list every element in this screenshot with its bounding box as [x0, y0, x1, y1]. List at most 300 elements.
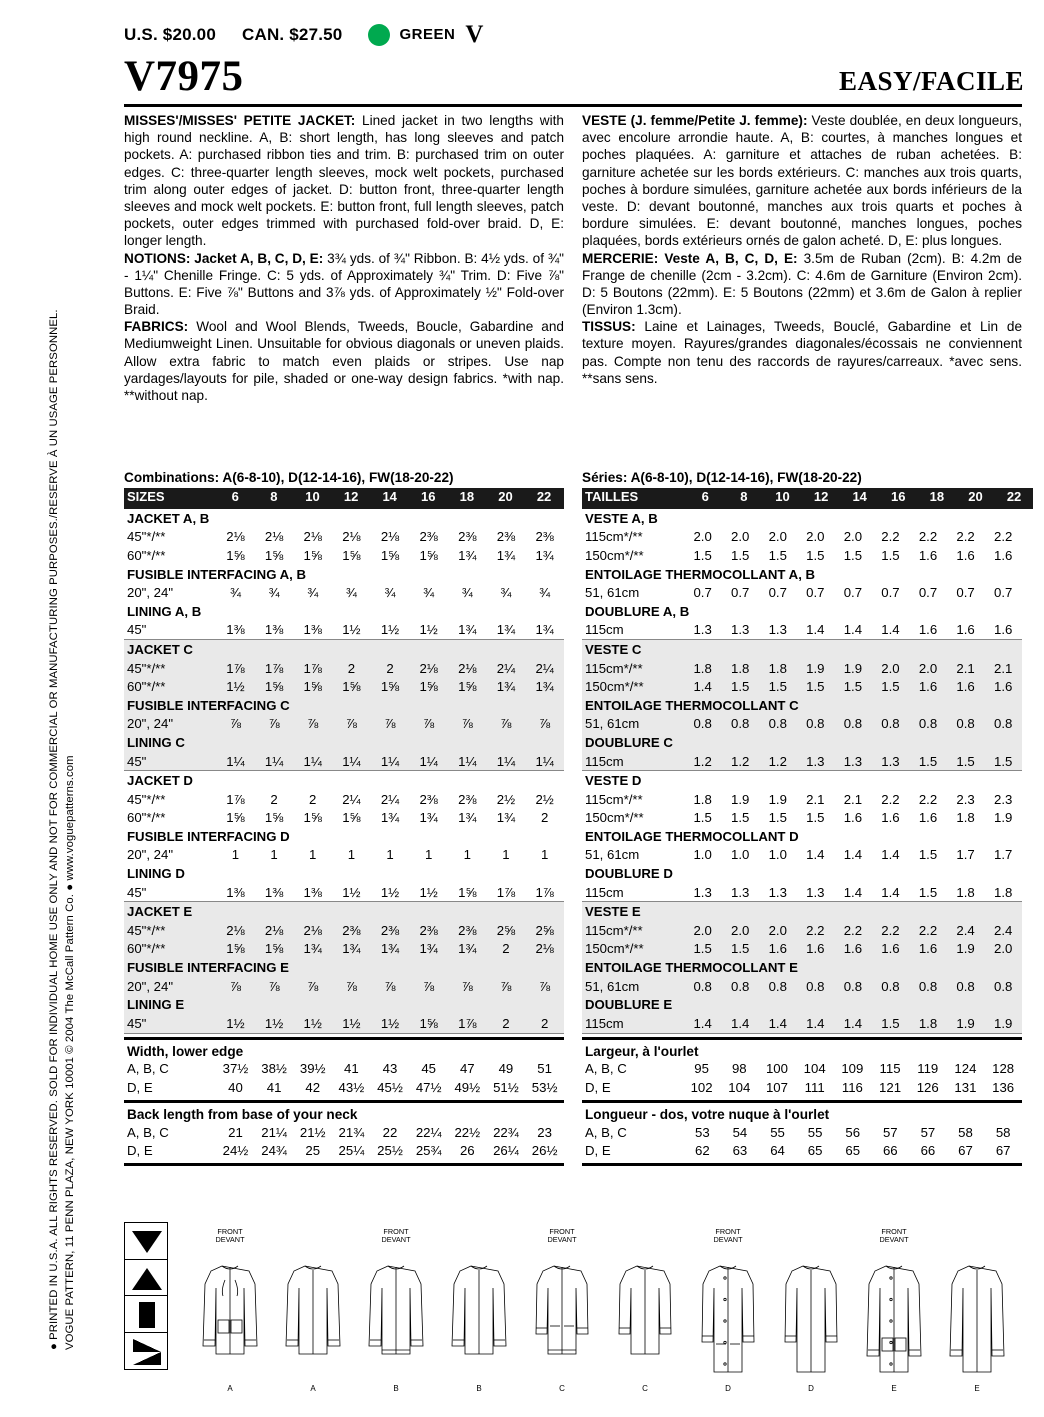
- title-row: [124, 55, 1024, 98]
- table-cell: 1⅜: [303, 884, 322, 900]
- table-cell: 2: [309, 791, 317, 807]
- section-divider: [124, 1100, 564, 1103]
- figure-letter: C: [559, 1384, 565, 1393]
- table-cell: ⅞: [500, 716, 512, 732]
- table-cell: 24¾: [261, 1143, 287, 1159]
- table-cell: 0.7: [881, 585, 900, 601]
- table-cell: 1⅝: [342, 810, 361, 826]
- subsection-row: DOUBLURE E: [585, 997, 673, 1013]
- table-cell: 37½: [222, 1061, 249, 1077]
- table-cell: 41: [344, 1061, 359, 1077]
- table-cell: 2⅛: [226, 529, 245, 545]
- table-cell: ⅞: [539, 716, 551, 732]
- table-cell: 1⅝: [264, 679, 284, 695]
- table-cell: 49½: [454, 1080, 481, 1096]
- column-header: 8: [740, 489, 748, 505]
- table-cell: 1¾: [535, 622, 554, 638]
- table-cell: 1.9: [731, 791, 750, 807]
- table-cell: 2⅜: [380, 922, 400, 938]
- garment-figure-D-back: [776, 1228, 846, 1393]
- description-english: [124, 112, 564, 404]
- table-cell: 2.2: [918, 529, 938, 545]
- table-cell: 2.0: [918, 660, 938, 676]
- table-cell: 2⅜: [342, 922, 361, 938]
- table-cell: 64: [770, 1143, 785, 1159]
- garment-figure-B-back: [444, 1228, 514, 1393]
- table-cell: 1⅝: [303, 679, 322, 695]
- notion-icon-stack: [124, 1222, 168, 1368]
- table-cell: ¾: [500, 585, 512, 601]
- garment-figure-E-front: [859, 1228, 929, 1393]
- table-cell: 1.5: [956, 753, 975, 769]
- table-cell: 21: [228, 1124, 243, 1140]
- figure-caption: [278, 1228, 348, 1254]
- table-cell: 0.8: [693, 716, 712, 732]
- table-cell: 1: [270, 847, 278, 863]
- table-cell: 1.9: [956, 941, 975, 957]
- table-cell: 1½: [342, 622, 361, 638]
- table-cell: 1.3: [693, 622, 712, 638]
- table-cell: 58: [958, 1124, 973, 1140]
- table-cell: 1½: [226, 679, 245, 695]
- table-cell: 1.0: [731, 847, 750, 863]
- table-cell: 1¾: [303, 941, 322, 957]
- green-dot-icon: [368, 24, 390, 46]
- table-cell: 1⅝: [264, 941, 284, 957]
- figure-letter: A: [310, 1384, 316, 1393]
- table-cell: 1½: [264, 1015, 284, 1031]
- table-row: 60"*/** 1⅝ 1⅝ 1⅝ 1⅝ 1¾ 1¾ 1¾ 1¾ 2: [124, 809, 564, 828]
- group-title-row: JACKET E: [127, 904, 193, 920]
- table-cell: 2¼: [380, 791, 400, 807]
- table-cell: 2.1: [956, 660, 975, 676]
- table-header-row: [582, 488, 1033, 509]
- header-divider: [124, 104, 1022, 107]
- table-row: 150cm*/** 1.4 1.5 1.5 1.5 1.5 1.5 1.6 1.6 1.6: [582, 677, 1022, 696]
- table-cell: 131: [954, 1080, 977, 1096]
- table-cell: 45: [421, 1061, 436, 1077]
- subsection-row: DOUBLURE A, B: [585, 603, 690, 619]
- table-cell: 1.4: [806, 622, 825, 638]
- table-cell: 1.5: [806, 547, 825, 563]
- table-cell: 57: [920, 1124, 936, 1140]
- table-cell: 2⅜: [458, 922, 477, 938]
- column-header: 14: [382, 489, 397, 505]
- table-row: 115cm*/** 2.0 2.0 2.0 2.2 2.2 2.2 2.2 2.4 2.4: [582, 921, 1022, 940]
- table-cell: 1: [231, 847, 240, 863]
- table-cell: 1⅝: [264, 547, 284, 563]
- table-row: 60"*/** 1½ 1⅝ 1⅝ 1⅝ 1⅝ 1⅝ 1⅝ 1¾ 1¾: [124, 677, 564, 696]
- table-cell: 25½: [377, 1143, 403, 1159]
- table-cell: 2.2: [806, 922, 825, 938]
- table-cell: 2: [347, 660, 356, 676]
- table-cell: 0.8: [693, 978, 712, 994]
- table-cell: 1.4: [843, 884, 863, 900]
- table-cell: 2⅜: [419, 791, 438, 807]
- table-cell: 124: [954, 1061, 977, 1077]
- width-table: [124, 1060, 564, 1097]
- table-cell: 1½: [380, 622, 400, 638]
- table-row: 60"*/** 1⅝ 1⅝ 1⅝ 1⅝ 1⅝ 1⅝ 1¾ 1¾ 1¾: [124, 546, 564, 565]
- table-cell: 1.8: [768, 660, 787, 676]
- garment-figure-B-front: [361, 1228, 431, 1393]
- group-title-row: JACKET A, B: [127, 510, 210, 526]
- yardage-group: [124, 509, 564, 639]
- table-row: 115cm*/** 2.0 2.0 2.0 2.0 2.0 2.2 2.2 2.2 2.2: [582, 528, 1022, 547]
- table-cell: 1⅜: [264, 622, 284, 638]
- table-cell: 67: [995, 1143, 1011, 1159]
- group-title-row: VESTE C: [585, 641, 642, 657]
- table-row: A, B, C 53 54 55 55 56 57 57 58 58: [582, 1123, 1022, 1142]
- table-cell: 1.5: [843, 679, 863, 695]
- table-cell: 1.5: [881, 679, 900, 695]
- table-cell: 2.0: [768, 922, 787, 938]
- table-cell: 1.5: [881, 1015, 900, 1031]
- table-cell: 2⅛: [303, 529, 322, 545]
- table-cell: 2.0: [843, 529, 863, 545]
- table-cell: ⅞: [423, 978, 435, 994]
- table-row: 45" 1¼ 1¼ 1¼ 1¼ 1¼ 1¼ 1¼ 1¼ 1¼: [124, 752, 564, 771]
- table-cell: 1⅝: [226, 547, 245, 563]
- table-row: 150cm*/** 1.5 1.5 1.5 1.5 1.6 1.6 1.6 1.8 1.9: [582, 809, 1022, 828]
- table-row: 51, 61cm 0.7 0.7 0.7 0.7 0.7 0.7 0.7 0.7 0.7: [582, 583, 1022, 602]
- table-cell: 25¾: [415, 1143, 442, 1159]
- table-cell: 1½: [226, 1015, 245, 1031]
- table-cell: 0.8: [881, 716, 900, 732]
- yardage-group: [124, 771, 564, 901]
- table-cell: 1¼: [496, 753, 516, 769]
- table-cell: 53: [695, 1124, 710, 1140]
- table-cell: 56: [845, 1124, 861, 1140]
- figure-letter: A: [227, 1384, 233, 1393]
- table-cell: 1.8: [956, 884, 975, 900]
- vertical-legal-strip: [44, 20, 88, 1370]
- table-cell: 1⅜: [226, 622, 245, 638]
- figure-caption: [444, 1228, 514, 1254]
- garment-figure-A-back: [278, 1228, 348, 1393]
- table-cell: 2.2: [956, 529, 975, 545]
- combinations-fr: Séries: A(6-8-10), D(12-14-16), FW(18-20-22): [582, 470, 862, 485]
- fabrics-fr-body: Laine et Lainages, Tweeds, Bouclé, Gabardine et Lin de texture moyen. Rayures/grandes diagonales/écossais ne conviennent pas. Compte non tenu des raccords de rayures/carreaux. *avec sens. **sans sens.: [582, 319, 1022, 386]
- table-cell: 1⅝: [342, 547, 361, 563]
- table-cell: 1⅝: [458, 884, 477, 900]
- table-cell: 2¼: [535, 660, 554, 676]
- width-table: [582, 1060, 1022, 1097]
- table-cell: 1.9: [994, 810, 1013, 826]
- table-cell: 1⅞: [535, 884, 554, 900]
- notions-en-para: [124, 250, 564, 319]
- table-cell: ⅞: [229, 716, 241, 732]
- section-divider: [582, 1100, 1022, 1103]
- table-cell: 1⅝: [419, 547, 438, 563]
- table-cell: 1.3: [731, 884, 750, 900]
- figure-caption: [776, 1228, 846, 1254]
- table-cell: 2.2: [881, 922, 900, 938]
- table-cell: 136: [992, 1080, 1015, 1096]
- subsection-row: FUSIBLE INTERFACING D: [127, 828, 290, 844]
- table-cell: 1.6: [918, 547, 938, 563]
- table-cell: 0.8: [731, 716, 750, 732]
- table-cell: 1¼: [303, 753, 322, 769]
- table-cell: 2⅛: [535, 941, 554, 957]
- yardage-group: [582, 902, 1022, 1032]
- table-cell: 1.5: [768, 547, 787, 563]
- table-cell: 2: [502, 1015, 510, 1031]
- table-cell: 1¼: [380, 753, 400, 769]
- table-cell: 2.4: [994, 922, 1013, 938]
- table-cell: 0.8: [806, 978, 825, 994]
- table-cell: 1.6: [768, 941, 787, 957]
- table-cell: 1.5: [806, 810, 825, 826]
- table-cell: 2⅛: [458, 660, 477, 676]
- table-cell: 2: [540, 810, 549, 826]
- table-cell: ⅞: [384, 978, 396, 994]
- table-cell: 1⅝: [226, 941, 245, 957]
- hourglass-icon: [124, 1332, 168, 1370]
- table-cell: 1: [347, 847, 356, 863]
- table-cell: 66: [882, 1143, 898, 1159]
- table-cell: 1¼: [419, 753, 438, 769]
- table-row: 45"*/** 2⅛ 2⅛ 2⅛ 2⅛ 2⅛ 2⅜ 2⅜ 2⅜ 2⅜: [124, 528, 564, 547]
- table-cell: 65: [807, 1143, 823, 1159]
- table-cell: 1.9: [806, 660, 825, 676]
- table-row: 115cm 1.3 1.3 1.3 1.3 1.4 1.4 1.5 1.8 1.8: [582, 883, 1022, 902]
- column-header: 18: [459, 489, 475, 505]
- table-cell: 1⅞: [226, 660, 245, 676]
- column-header: SIZES: [127, 489, 165, 505]
- subsection-row: LINING E: [127, 997, 185, 1013]
- figure-letter: B: [393, 1384, 399, 1393]
- table-cell: 2: [386, 660, 394, 676]
- metric-table-body: [582, 488, 1022, 1166]
- table-cell: 1.6: [918, 941, 938, 957]
- fabrics-en-label: FABRICS:: [124, 319, 189, 335]
- yardage-group: [582, 509, 1022, 639]
- subsection-row: DOUBLURE C: [585, 734, 673, 750]
- table-cell: 1.4: [843, 1015, 863, 1031]
- table-cell: 1.6: [956, 547, 975, 563]
- table-cell: 1.5: [918, 753, 938, 769]
- column-header: 6: [701, 489, 709, 505]
- table-cell: 21¼: [261, 1124, 287, 1140]
- table-cell: 0.7: [806, 585, 825, 601]
- table-cell: 21½: [299, 1124, 326, 1140]
- table-cell: 1⅝: [226, 810, 245, 826]
- figure-caption: FRONT DEVANT: [547, 1227, 577, 1245]
- table-cell: 1.4: [693, 1015, 712, 1031]
- table-row: A, B, C 95 98 100 104 109 115 119 124 128: [582, 1060, 1022, 1079]
- table-cell: 65: [845, 1143, 861, 1159]
- size-header-table: [582, 488, 1033, 509]
- garment-figure-D-front: [693, 1228, 763, 1393]
- description-french: [582, 112, 1022, 387]
- table-cell: 24½: [222, 1143, 249, 1159]
- table-cell: 98: [731, 1061, 747, 1077]
- table-cell: 2¼: [496, 660, 516, 676]
- notions-fr-label: MERCERIE: Veste A, B, C, D, E:: [582, 250, 798, 266]
- table-cell: 1¾: [535, 679, 554, 695]
- table-cell: 1⅜: [303, 622, 322, 638]
- table-cell: 1.6: [918, 679, 938, 695]
- table-cell: 109: [841, 1061, 864, 1077]
- combinations-en: Combinations: A(6-8-10), D(12-14-16), FW(18-20-22): [124, 470, 454, 485]
- table-cell: 1¾: [380, 941, 400, 957]
- table-cell: 1.8: [693, 660, 712, 676]
- column-header: 16: [891, 489, 906, 505]
- size-header-table: [124, 488, 564, 509]
- table-cell: 128: [992, 1061, 1015, 1077]
- table-cell: 0.8: [768, 978, 787, 994]
- table-cell: 2⅛: [264, 529, 284, 545]
- table-cell: 0.7: [693, 585, 712, 601]
- table-cell: 1¾: [458, 941, 477, 957]
- table-cell: 1¾: [380, 810, 400, 826]
- table-cell: ⅞: [500, 978, 512, 994]
- figure-caption: [942, 1228, 1012, 1254]
- table-cell: ⅞: [461, 716, 473, 732]
- table-cell: 1⅞: [264, 660, 284, 676]
- table-cell: 39½: [299, 1061, 326, 1077]
- table-cell: 1⅝: [303, 547, 322, 563]
- table-cell: ⅞: [307, 716, 319, 732]
- fabrics-en-para: [124, 318, 564, 404]
- table-cell: 1⅝: [419, 679, 438, 695]
- table-row: 45"*/** 1⅞ 1⅞ 1⅞ 2 2 2⅛ 2⅛ 2¼ 2¼: [124, 659, 564, 678]
- table-cell: 2.0: [994, 941, 1013, 957]
- section-divider: [124, 1037, 564, 1040]
- column-header: 10: [775, 489, 790, 505]
- table-cell: 2.3: [994, 791, 1013, 807]
- table-cell: ⅞: [345, 716, 357, 732]
- table-cell: 1½: [419, 622, 438, 638]
- table-cell: ¾: [229, 585, 241, 601]
- table-cell: 1¼: [535, 753, 554, 769]
- section-divider: [124, 1163, 564, 1166]
- table-cell: 45½: [377, 1080, 403, 1096]
- table-cell: 0.8: [843, 716, 863, 732]
- table-cell: 1.4: [843, 847, 863, 863]
- table-cell: ⅞: [384, 716, 396, 732]
- column-header: 18: [929, 489, 945, 505]
- notions-en-label: NOTIONS: Jacket A, B, C, D, E:: [124, 250, 324, 266]
- table-cell: ⅞: [268, 978, 280, 994]
- table-row: 20", 24" ⅞ ⅞ ⅞ ⅞ ⅞ ⅞ ⅞ ⅞ ⅞: [124, 977, 564, 996]
- table-cell: 1⅜: [226, 884, 245, 900]
- table-cell: 21¾: [338, 1124, 365, 1140]
- table-cell: 1.0: [768, 847, 787, 863]
- table-cell: 1¼: [226, 753, 245, 769]
- notions-fr-body: 3.5m de Ruban (2cm). B: 4.2m de Frange de chenille (2cm - 3.2cm). C: 4.6m de Garniture (Environ 2cm). D: 5 Boutons (22mm). E: 5 Boutons (22mm) et 3.6m de Galon à replier (Environ 1.3cm).: [582, 250, 1022, 318]
- table-cell: 95: [694, 1061, 709, 1077]
- garment-figure-A-front: [195, 1228, 265, 1393]
- table-cell: ¾: [384, 585, 396, 601]
- yardage-group: [582, 640, 1022, 770]
- subsection-row: LINING C: [127, 734, 185, 750]
- table-cell: 2⅜: [419, 529, 438, 545]
- table-cell: 2.4: [956, 922, 975, 938]
- figure-caption: FRONT DEVANT: [381, 1227, 411, 1245]
- table-cell: 1⅜: [264, 884, 284, 900]
- table-cell: 22: [382, 1124, 398, 1140]
- column-header: 10: [305, 489, 320, 505]
- table-cell: 0.8: [918, 716, 938, 732]
- desc-fr-body: Veste doublée, en deux longueurs, avec encolure arrondie haute. A, B: courtes, à manches longues et poches plaquées. A: garniture et attaches de ruban achetées. B: garniture achetée sur les bords extérieurs. C: manches aux trois quarts, poches à bordure simulées, garniture achetée aux bords inférieurs de la veste. D: devant boutonné, manches aux trois quarts et poches à bordure simulées. E: devant boutonné, manches longues, poches plaquées, bords extérieurs ornés de galon acheté. D, E: plus longues.: [582, 113, 1022, 249]
- table-cell: 1.4: [881, 847, 900, 863]
- table-cell: 2.0: [693, 529, 712, 545]
- table-cell: 1.5: [693, 547, 712, 563]
- table-cell: 1⅞: [303, 660, 322, 676]
- table-cell: 1¾: [419, 810, 438, 826]
- subsection-row: LINING D: [127, 866, 185, 882]
- table-cell: 2.2: [918, 791, 938, 807]
- printed-in-usa-line: ● PRINTED IN U.S.A. ALL RIGHTS RESERVED. SOLD FOR INDIVIDUAL HOME USE ONLY AND NOT FOR COMMERCIAL OR MANUFACTURING PURPOSES./RESERVE À UN USAGE PERSONNEL.: [48, 309, 60, 1350]
- group-divider: [124, 1033, 564, 1034]
- table-cell: 119: [917, 1061, 939, 1077]
- table-cell: 2.0: [731, 529, 750, 545]
- table-cell: 1¾: [458, 547, 477, 563]
- table-cell: 62: [695, 1143, 710, 1159]
- length-section-title: Back length from base of your neck: [127, 1106, 358, 1122]
- table-cell: 1¾: [458, 810, 477, 826]
- color-label: GREEN: [399, 26, 456, 43]
- us-price: U.S. $20.00: [124, 24, 216, 44]
- table-row: 20", 24" 1 1 1 1 1 1 1 1 1: [124, 846, 564, 865]
- table-cell: 1½: [342, 884, 361, 900]
- table-cell: 100: [765, 1061, 788, 1077]
- desc-fr-title: VESTE (J. femme/Petite J. femme):: [582, 113, 808, 128]
- figure-caption: FRONT DEVANT: [879, 1227, 909, 1245]
- difficulty-label: EASY/FACILE: [838, 66, 1024, 96]
- triangle-up-icon: [124, 1259, 168, 1297]
- table-cell: 51½: [493, 1080, 519, 1096]
- table-row: 51, 61cm 1.0 1.0 1.0 1.4 1.4 1.4 1.5 1.7 1.7: [582, 846, 1022, 865]
- group-title-row: JACKET C: [127, 641, 193, 657]
- yardage-table-metric: [582, 470, 1022, 1168]
- solid-bar-icon: [124, 1295, 168, 1333]
- subsection-row: FUSIBLE INTERFACING C: [127, 697, 290, 713]
- table-row: 115cm 1.4 1.4 1.4 1.4 1.4 1.5 1.8 1.9 1.9: [582, 1014, 1022, 1033]
- table-cell: 2⅜: [496, 529, 516, 545]
- table-cell: 1.5: [731, 547, 750, 563]
- table-cell: 2.3: [956, 791, 975, 807]
- table-cell: 2.0: [768, 529, 787, 545]
- length-section-title: Longueur - dos, votre nuque à l'ourlet: [585, 1106, 830, 1122]
- copyright-line: VOGUE PATTERN, 11 PENN PLAZA, NEW YORK 10001 © 2004 The McCall Pattern Co. ● www.voguepatterns.com: [64, 755, 76, 1350]
- table-cell: 2⅜: [458, 791, 477, 807]
- subsection-row: ENTOILAGE THERMOCOLLANT D: [585, 828, 799, 844]
- table-row: 45"*/** 2⅛ 2⅛ 2⅛ 2⅜ 2⅜ 2⅜ 2⅜ 2⅝ 2⅝: [124, 921, 564, 940]
- table-cell: 0.8: [768, 716, 787, 732]
- table-cell: ⅞: [307, 978, 319, 994]
- table-cell: 1¼: [458, 753, 477, 769]
- table-cell: 1.6: [994, 679, 1013, 695]
- table-row: D, E 102 104 107 111 116 121 126 131 136: [582, 1078, 1022, 1097]
- table-cell: 1.6: [843, 810, 863, 826]
- table-cell: 1.4: [806, 1015, 825, 1031]
- table-cell: 1.6: [918, 810, 938, 826]
- table-cell: 1.9: [956, 1015, 975, 1031]
- group-title-row: VESTE E: [585, 904, 641, 920]
- table-cell: 1.3: [768, 884, 787, 900]
- table-cell: 1.0: [693, 847, 712, 863]
- table-cell: 102: [690, 1080, 713, 1096]
- table-cell: 107: [765, 1080, 788, 1096]
- table-cell: 1¾: [342, 941, 361, 957]
- group-divider: [582, 1033, 1022, 1034]
- table-cell: 1.6: [918, 622, 938, 638]
- table-cell: ¾: [539, 585, 551, 601]
- notions-fr-para: [582, 250, 1022, 319]
